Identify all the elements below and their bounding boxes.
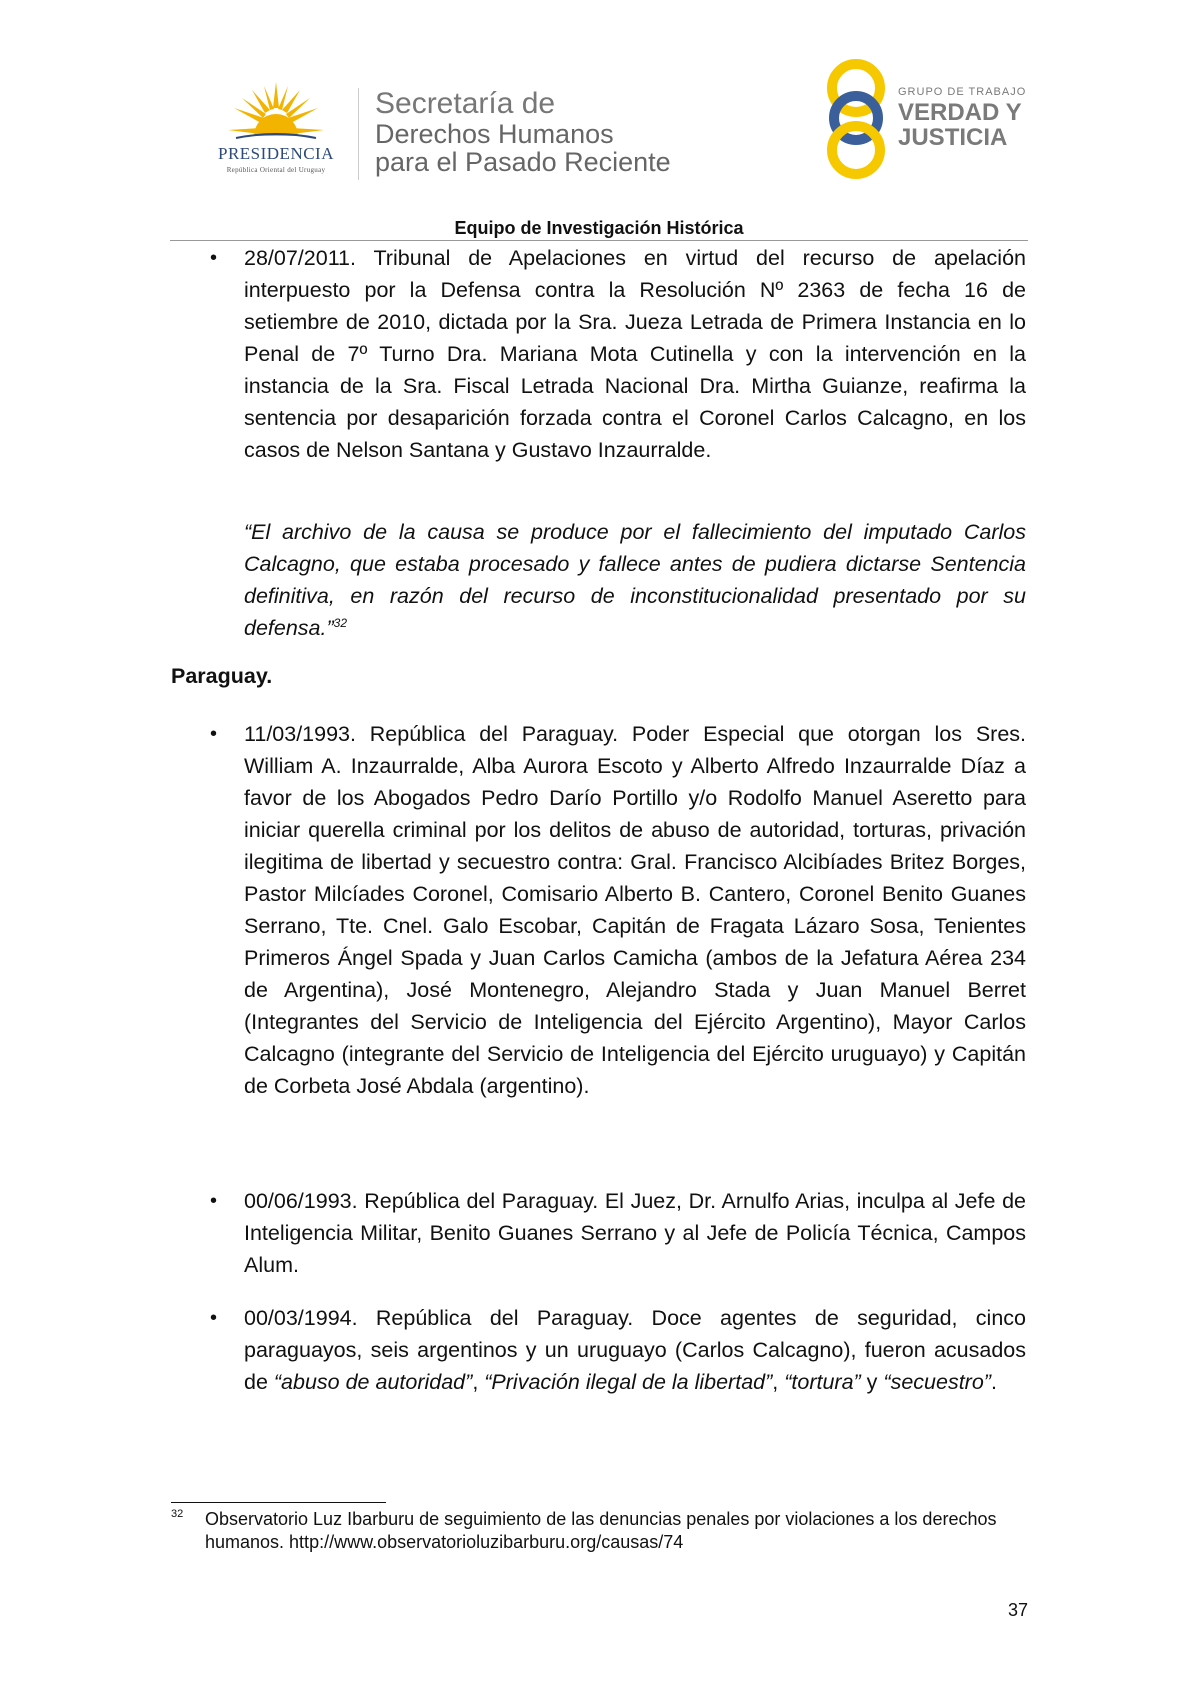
item-end: . [990, 1370, 997, 1394]
separator: , [472, 1370, 485, 1394]
secretaria-line2: Derechos Humanos [375, 119, 614, 149]
presidencia-subtitle: República Oriental del Uruguay [226, 166, 326, 174]
section-title: Paraguay. [171, 664, 273, 688]
footnote-text: Observatorio Luz Ibarburu de seguimiento de las denuncias penales por violaciones a los derechos humanos. http://www.observatorioluzibarburu.org/causas/74 [205, 1509, 997, 1552]
footnote-ref: 32 [333, 615, 348, 630]
secretaria-logo-text [375, 88, 671, 176]
charge-term: “tortura” [784, 1370, 861, 1394]
sun-emblem-icon [226, 78, 326, 144]
bullet-marker: • [210, 723, 218, 745]
gtvj-line1: GRUPO DE TRABAJO [898, 86, 1027, 98]
bullet-marker: • [210, 1190, 218, 1212]
quote-text: “El archivo de la causa se produce por el fallecimiento del imputado Carlos Calcagno, que estaba procesado y fallece antes de pudiera dictarse Sentencia definitiva, en razón del recurso de inconstitucionalidad presentado por su defensa.” [244, 520, 1026, 640]
separator: y [860, 1370, 884, 1394]
gtvj-line3: JUSTICIA [898, 124, 1008, 151]
charge-term: “abuso de autoridad” [273, 1370, 473, 1394]
paraguay-item-1: 11/03/1993. República del Paraguay. Poder Especial que otorgan los Sres. William A. Inzaurralde, Alba Aurora Escoto y Alberto Alfredo Inzaurralde Díaz a favor de los Abogados Pedro Darío Portillo y/o Rodolfo Manuel Aseretto para iniciar querella criminal por los delitos de abuso de autoridad, torturas, privación ilegitima de libertad y secuestro contra: Gral. Francisco Alcibíades Britez Borges, Pastor Milcíades Coronel, Comisario Alberto B. Cantero, Coronel Benito Guanes Serrano, Tte. Cnel. Galo Escobar, Capitán de Fragata Lázaro Sosa, Tenientes Primeros Ángel Spada y Juan Carlos Camicha (ambos de la Jefatura Aérea 234 de Argentina), José Montenegro, Alejandro Stada y Juan Manuel Berret (Integrantes del Servicio de Inteligencia del Ejército Argentino), Mayor Carlos Calcagno (integrante del Servicio de Inteligencia del Ejército uruguayo) y Capitán de Corbeta José Abdala (argentino). [244, 722, 1026, 1098]
presidencia-logo [196, 78, 356, 178]
header-rule [170, 240, 1028, 241]
footnote-rule [171, 1502, 386, 1503]
item-text: 00/03/1994. República del Paraguay. Doce agentes de seguridad, cinco paraguayos, seis argentinos y un uruguayo (Carlos Calcagno), fueron acusados de [244, 1306, 1026, 1394]
page-number: 37 [1007, 1600, 1028, 1620]
paraguay-item-3 [244, 1302, 1026, 1398]
quote-block [244, 516, 1026, 644]
gtvj-line2: VERDAD Y [898, 99, 1022, 126]
secretaria-line3: para el Pasado Reciente [375, 147, 671, 177]
paraguay-item-2: 00/06/1993. República del Paraguay. El Juez, Dr. Arnulfo Arias, inculpa al Jefe de Inteligencia Militar, Benito Guanes Serrano y al Jefe de Policía Técnica, Campos Alum. [244, 1189, 1026, 1277]
header-separator [358, 88, 359, 180]
bullet-marker: • [210, 247, 218, 269]
separator: , [772, 1370, 785, 1394]
team-title: Equipo de Investigación Histórica [454, 218, 744, 238]
secretaria-line1: Secretaría de [375, 87, 556, 120]
verdad-justicia-logo [822, 58, 1032, 180]
uruguay-item-text: 28/07/2011. Tribunal de Apelaciones en virtud del recurso de apelación interpuesto por la Defensa contra la Resolución Nº 2363 de fecha 16 de setiembre de 2010, dictada por la Sra. Jueza Letrada de Primera Instancia en lo Penal de 7º Turno Dra. Mariana Mota Cutinella y con la intervención en la instancia de la Sra. Fiscal Letrada Nacional Dra. Mirtha Guianze, reafirma la sentencia por desaparición forzada contra el Coronel Carlos Calcagno, en los casos de Nelson Santana y Gustavo Inzaurralde. [244, 246, 1026, 462]
charge-term: “secuestro” [883, 1370, 991, 1394]
footnote-number: 32 [171, 1508, 184, 1520]
interlocked-rings-icon [822, 58, 898, 180]
presidencia-name: PRESIDENCIA [217, 144, 334, 163]
bullet-marker: • [210, 1307, 218, 1329]
charge-term: “Privación ilegal de la libertad” [484, 1370, 773, 1394]
